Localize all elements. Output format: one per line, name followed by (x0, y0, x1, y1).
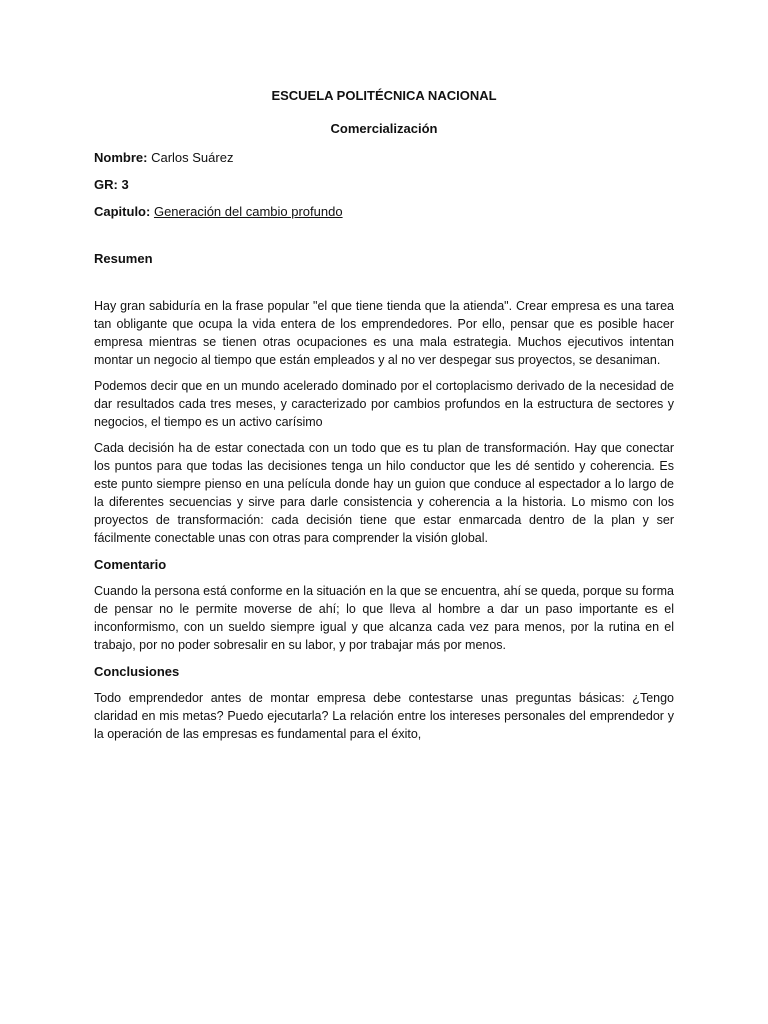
nombre-line (94, 148, 674, 168)
capitulo-line (94, 202, 674, 222)
comentario-heading: Comentario (94, 557, 167, 572)
nombre-value: Carlos Suárez (151, 150, 234, 165)
resumen-paragraph-3: Cada decisión ha de estar conectada con un todo que es tu plan de transformación. Hay que conectar los puntos para que todas las decisiones tenga un hilo conductor que les dé sentido y coherencia. Es este punto siempre pienso en una película donde hay un guion que conduce al espectador a lo largo de la diferentes secuencias y sirve para darle consistencia y coherencia a la historia. Lo mismo con los proyectos de transformación: cada decisión tiene que estar enmarcada dentro de la plan y ser fácilmente conectable unas con otras para comprender la visión global. (94, 441, 674, 545)
resumen-heading: Resumen (94, 251, 153, 266)
resumen-paragraph-1: Hay gran sabiduría en la frase popular "el que tiene tienda que la atienda". Crear empresa es una tarea tan obligante que ocupa la vida entera de los emprendedores. Por ello, pensar que es posible hacer empresa mientras se tienen otras ocupaciones es una mala estrategia. Muchos ejecutivos intentan montar un negocio al tiempo que están empleados y al no ver despegar sus proyectos, se desaniman. (94, 299, 674, 367)
course-title: Comercialización (330, 121, 438, 136)
conclusiones-paragraph: Todo emprendedor antes de montar empresa debe contestarse unas preguntas básicas: ¿Tengo claridad en mis metas? Puedo ejecutarla? La relación entre los intereses personales del emprendedor y la operación de las empresas es fundamental para el éxito, (94, 691, 674, 741)
capitulo-label: Capitulo: (94, 204, 151, 219)
comentario-paragraph: Cuando la persona está conforme en la situación en la que se encuentra, ahí se queda, porque su forma de pensar no le permite moverse de ahí; lo que lleva al hombre a dar un paso importante es el inconformismo, con un sueldo siempre igual y que alcanza cada vez para menos, por la rutina en el trabajo, por no poder sobresalir en su labor, y por trabajar más por menos. (94, 584, 674, 652)
resumen-paragraph-2: Podemos decir que en un mundo acelerado dominado por el cortoplacismo derivado de la necesidad de dar resultados cada tres meses, y caracterizado por cambios profundos en la estructura de sectores y negocios, el tiempo es un activo carísimo (94, 379, 674, 429)
gr-value: 3 (121, 177, 129, 192)
conclusiones-heading: Conclusiones (94, 664, 180, 679)
gr-line (94, 175, 674, 195)
nombre-label: Nombre: (94, 150, 148, 165)
gr-label: GR: (94, 177, 118, 192)
capitulo-value: Generación del cambio profundo (153, 204, 343, 219)
institution-title: ESCUELA POLITÉCNICA NACIONAL (271, 88, 497, 103)
